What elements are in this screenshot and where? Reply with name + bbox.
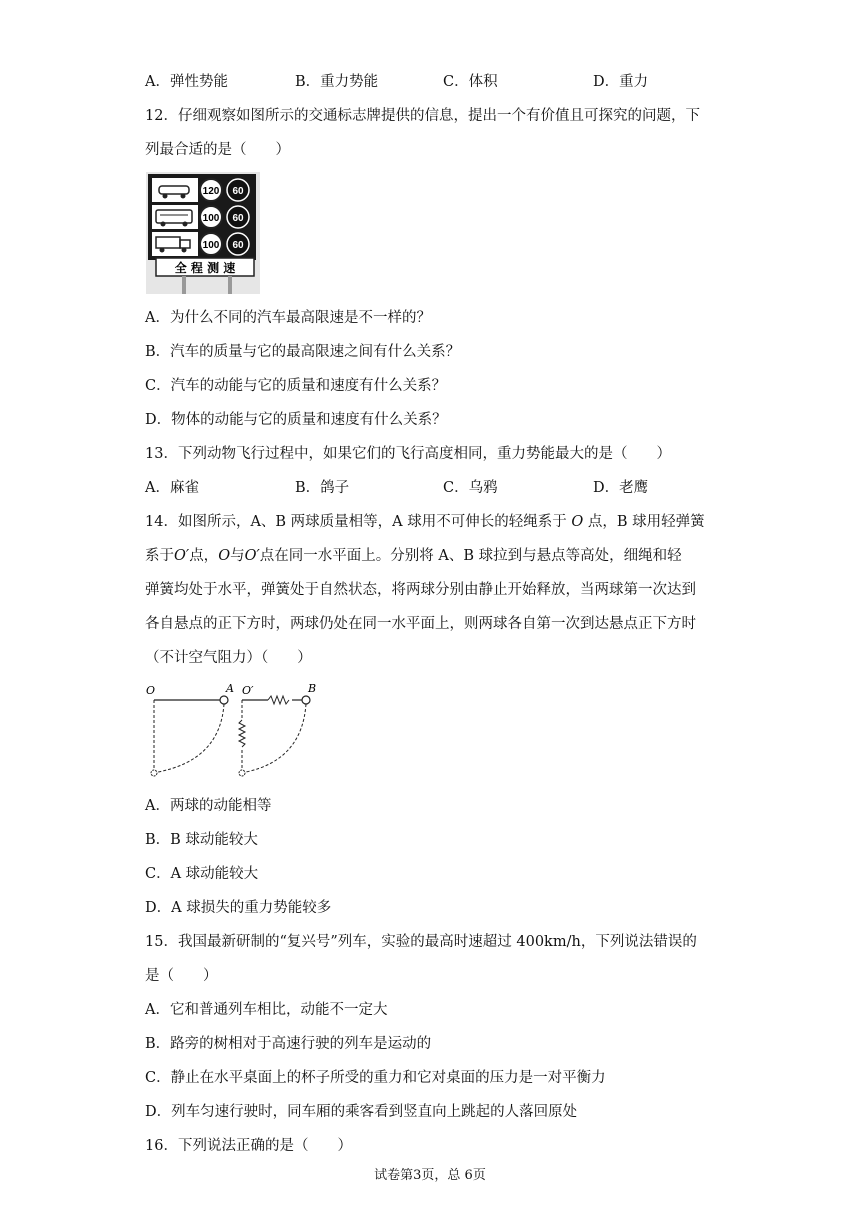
- q15-option-c: C．静止在水平桌面上的杯子所受的重力和它对桌面的压力是一对平衡力: [145, 1070, 606, 1086]
- q12-option-a: A．为什么不同的汽车最高限速是不一样的？: [145, 310, 431, 326]
- q13-option-b: B．鸽子: [295, 480, 350, 496]
- q15-stem-line1: 15．我国最新研制的“复兴号”列车，实验的最高时速超过 400km/h，下列说法错误的: [145, 934, 697, 950]
- pendulum-spring-diagram: [144, 680, 324, 780]
- q16-stem: 16．下列说法正确的是（ ）: [145, 1138, 352, 1154]
- ball-b: [302, 696, 310, 704]
- q12-option-b: B．汽车的质量与它的最高限速之间有什么关系？: [145, 344, 461, 360]
- traffic-sign-figure: [146, 172, 260, 294]
- q13-stem: 13．下列动物飞行过程中，如果它们的飞行高度相同，重力势能最大的是（ ）: [145, 446, 671, 462]
- q14-stem-line2: 系于O′点，O与O′点在同一水平面上。分别将 A、B 球拉到与悬点等高处，细绳和轻: [145, 548, 682, 564]
- q12-option-d: D．物体的动能与它的质量和速度有什么关系？: [145, 412, 447, 428]
- sign-row-1-min: 60: [232, 186, 244, 197]
- q14-stem-line4: 各自悬点的正下方时，两球仍处在同一水平面上，则两球各自第一次到达悬点正下方时: [145, 616, 696, 632]
- q15-stem-line2: 是（ ）: [145, 968, 218, 984]
- sign-row-2-max: 100: [202, 213, 220, 224]
- label-o: O: [146, 684, 156, 697]
- q12-option-c: C．汽车的动能与它的质量和速度有什么关系？: [145, 378, 447, 394]
- q14-option-c: C．A 球动能较大: [145, 866, 259, 882]
- q13-option-a: A．麻雀: [145, 480, 199, 496]
- q14-stem-line5: （不计空气阻力）（ ）: [145, 650, 312, 666]
- q11-option-c: C．体积: [443, 74, 498, 90]
- q15-option-b: B．路旁的树相对于高速行驶的列车是运动的: [145, 1036, 432, 1052]
- q11-option-d: D．重力: [593, 74, 649, 90]
- q14-stem-line1: 14．如图所示，A、B 两球质量相等，A 球用不可伸长的轻绳系于 O 点，B 球用轻弹簧: [145, 514, 705, 530]
- ball-a: [220, 696, 228, 704]
- q14-option-d: D．A 球损失的重力势能较多: [145, 900, 332, 916]
- label-o-prime: O′: [242, 684, 254, 697]
- q14-option-a: A．两球的动能相等: [145, 798, 272, 814]
- q12-stem-line2: 列最合适的是（ ）: [145, 142, 290, 158]
- sign-row-2-min: 60: [232, 213, 244, 224]
- q12-stem-line1: 12．仔细观察如图所示的交通标志牌提供的信息，提出一个有价值且可探究的问题，下: [145, 108, 700, 124]
- sign-row-3-min: 60: [232, 240, 244, 251]
- q11-option-b: B．重力势能: [295, 74, 379, 90]
- sign-row-3-max: 100: [202, 240, 220, 251]
- page-footer: 试卷第3页，总 6页: [374, 1168, 486, 1183]
- q13-option-c: C．乌鸦: [443, 480, 498, 496]
- label-a: A: [226, 682, 234, 695]
- q15-option-a: A．它和普通列车相比，动能不一定大: [145, 1002, 388, 1018]
- q11-options: [145, 72, 725, 92]
- q13-options: [145, 478, 725, 498]
- label-b: B: [308, 682, 317, 695]
- sign-label: 全 程 测 速: [174, 261, 236, 275]
- q13-option-d: D．老鹰: [593, 480, 649, 496]
- q14-stem-line3: 弹簧均处于水平，弹簧处于自然状态，将两球分别由静止开始释放，当两球第一次达到: [145, 582, 696, 598]
- sign-row-1-max: 120: [202, 186, 220, 197]
- q15-option-d: D．列车匀速行驶时，同车厢的乘客看到竖直向上跳起的人落回原处: [145, 1104, 578, 1120]
- q14-option-b: B．B 球动能较大: [145, 832, 258, 848]
- q11-option-a: A．弹性势能: [145, 74, 228, 90]
